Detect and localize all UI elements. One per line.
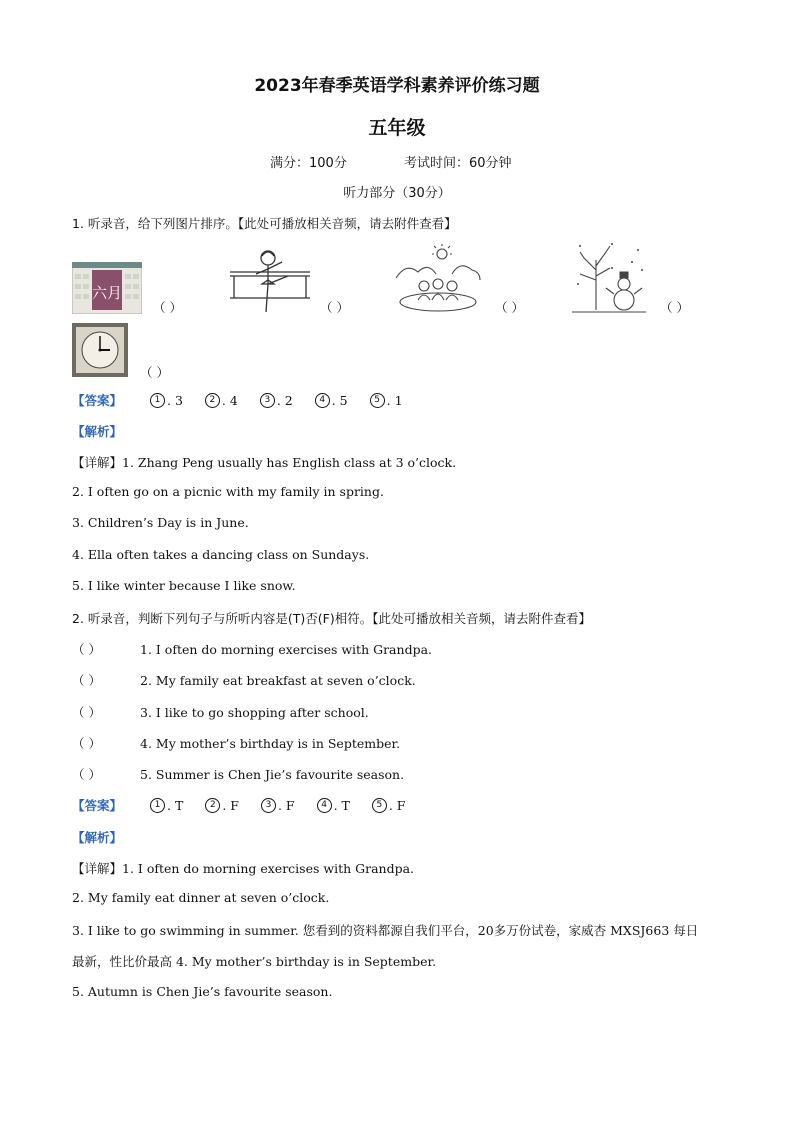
exam-time: 考试时间：60分钟	[404, 156, 512, 171]
q1-answer-label: 【答案】	[72, 393, 123, 408]
q1-blank-5[interactable]: （ ）	[140, 365, 169, 380]
q2-item-3: （ ） 3. I like to go shopping after school.	[72, 705, 369, 720]
q2-detail-4: 最新，性比价最高 4. My mother’s birthday is in September.	[72, 954, 437, 969]
q2-paren-4[interactable]: （ ）	[72, 736, 101, 751]
q2-answer-3: 3 . F	[261, 798, 295, 813]
section-heading: 听力部分（30分）	[343, 186, 451, 201]
q2-item-5: （ ） 5. Summer is Chen Jie’s favourite season.	[72, 767, 405, 782]
q2-answer-1: 1 . T	[150, 798, 183, 813]
q2-paren-5[interactable]: （ ）	[72, 767, 101, 782]
q1-blank-3[interactable]: （ ）	[495, 300, 524, 315]
q2-paren-2[interactable]: （ ）	[72, 673, 101, 688]
q2-item-1: （ ） 1. I often do morning exercises with Grandpa.	[72, 642, 432, 657]
q1-analysis-label: 【解析】	[72, 424, 123, 439]
q2-detail-2: 2. My family eat dinner at seven o’clock.	[72, 890, 330, 905]
dancing-girl-picture	[228, 246, 312, 314]
q2-detail-3: 3. I like to go swimming in summer. 您看到的资料都源自我们平台，20多万份试卷，家威杏 MXSJ663 每日	[72, 923, 699, 938]
q1-detail-1: 【详解】1. Zhang Peng usually has English class at 3 o’clock.	[72, 455, 457, 470]
calendar-picture	[72, 262, 142, 314]
calendar-label: 六月	[91, 284, 123, 302]
q1-answer-5: 5 . 1	[370, 393, 403, 408]
q1-answer-3: 3 . 2	[260, 393, 293, 408]
q2-answer-5: 5 . F	[372, 798, 406, 813]
q2-answer-row	[72, 796, 427, 814]
q2-paren-3[interactable]: （ ）	[72, 705, 101, 720]
q1-blank-4[interactable]: （ ）	[660, 300, 689, 315]
q1-answer-2: 2 . 4	[205, 393, 238, 408]
q2-answer-label: 【答案】	[72, 798, 123, 813]
q1-prompt: 1. 听录音，给下列图片排序。【此处可播放相关音频，请去附件查看】	[72, 216, 457, 231]
q1-answer-row	[72, 391, 425, 409]
clock-picture	[72, 323, 128, 377]
q1-answer-1: 1 . 3	[150, 393, 183, 408]
picnic-picture	[392, 244, 484, 314]
q2-answer-4: 4 . T	[317, 798, 350, 813]
q1-answer-4: 4 . 5	[315, 393, 348, 408]
q2-detail-5: 5. Autumn is Chen Jie’s favourite season.	[72, 984, 333, 999]
q1-blank-2[interactable]: （ ）	[320, 300, 349, 315]
q2-answer-2: 2 . F	[205, 798, 239, 813]
q2-detail-1: 【详解】1. I often do morning exercises with Grandpa.	[72, 861, 415, 876]
q2-paren-1[interactable]: （ ）	[72, 642, 101, 657]
full-score: 满分：100分	[270, 156, 347, 171]
q1-detail-2: 2. I often go on a picnic with my family in spring.	[72, 484, 384, 499]
document-title: 2023年春季英语学科素养评价练习题	[254, 76, 540, 96]
q1-detail-4: 4. Ella often takes a dancing class on Sundays.	[72, 547, 370, 562]
q1-detail-3: 3. Children’s Day is in June.	[72, 515, 249, 530]
q2-analysis-label: 【解析】	[72, 830, 123, 845]
q1-detail-5: 5. I like winter because I like snow.	[72, 578, 296, 593]
snowman-picture	[572, 240, 646, 314]
q1-blank-1[interactable]: （ ）	[153, 300, 182, 315]
grade-heading: 五年级	[368, 117, 426, 139]
q2-item-4: （ ） 4. My mother’s birthday is in September.	[72, 736, 401, 751]
q2-prompt: 2. 听录音，判断下列句子与所听内容是(T)否(F)相符。【此处可播放相关音频，请去附件查看】	[72, 611, 591, 626]
q2-item-2: （ ） 2. My family eat breakfast at seven o’clock.	[72, 673, 416, 688]
